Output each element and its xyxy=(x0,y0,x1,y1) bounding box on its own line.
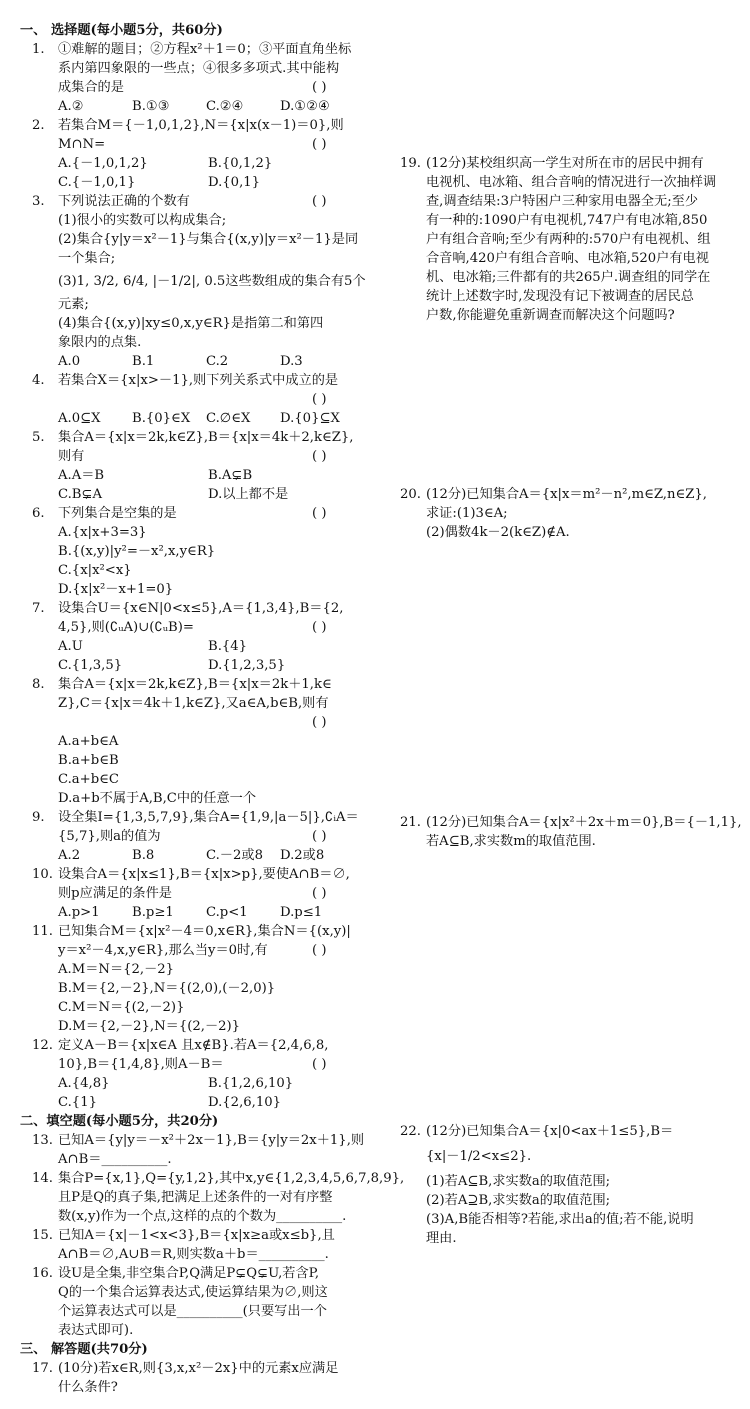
question-text-line: 元素; xyxy=(58,297,89,312)
answer-options xyxy=(58,154,358,173)
question-text-line: 10},B＝{1,4,8},则A－B＝ xyxy=(58,1057,224,1072)
answer-option: D.p≤1 xyxy=(280,905,323,920)
answer-options xyxy=(58,846,354,865)
question-text-line: y＝x²－4,x,y∈R},那么当y＝0时,有 xyxy=(58,943,268,958)
question-number: 11. xyxy=(32,924,53,939)
question-text-line: 理由. xyxy=(426,1231,457,1246)
question-text-line: 设U是全集,非空集合P,Q满足P⊊Q⊊U,若含P, xyxy=(58,1266,320,1281)
question-text-line: D.a+b不属于A,B,C中的任意一个 xyxy=(58,791,257,806)
answer-option: C.p<1 xyxy=(206,905,248,920)
answer-options xyxy=(58,173,358,192)
question-text-line: 求证:(1)3∈A; xyxy=(426,506,508,521)
answer-option: C.B⊊A xyxy=(58,487,103,502)
question-text-line: (4)集合{(x,y)|xy≤0,x,y∈R}是指第二和第四 xyxy=(58,316,324,331)
question-text-line: 集合A＝{x|x＝2k,k∈Z},B＝{x|x＝4k＋2,k∈Z}, xyxy=(58,430,354,445)
answer-option: B.①③ xyxy=(132,99,170,114)
answer-option: B.{1,2,6,10} xyxy=(208,1076,294,1091)
question-text-line: 集合P={x,1},Q={y,1,2},其中x,y∈{1,2,3,4,5,6,7,8,9}, xyxy=(58,1171,405,1186)
answer-options xyxy=(58,637,358,656)
answer-option: A.② xyxy=(58,99,84,114)
question-text-line: A.M＝N＝{2,－2} xyxy=(58,962,175,977)
question-text-line: A∩B＝__________. xyxy=(58,1152,172,1167)
answer-option: B.8 xyxy=(132,848,155,863)
question-text-line: 且P是Q的真子集,把满足上述条件的一对有序整 xyxy=(58,1190,333,1205)
answer-bracket: ( ) xyxy=(312,829,327,844)
section-heading: 二、填空题(每小题5分，共20分) xyxy=(20,1114,219,1129)
answer-option: C.②④ xyxy=(206,99,244,114)
question-number: 13. xyxy=(32,1133,53,1148)
answer-option: A.0 xyxy=(58,354,81,369)
answer-option: A.p>1 xyxy=(58,905,100,920)
question-number: 22. xyxy=(400,1124,421,1139)
answer-option: B.{0,1,2} xyxy=(208,156,273,171)
question-number: 3. xyxy=(32,194,45,209)
question-text-line: 统计上述数字时,发现没有记下被调查的居民总 xyxy=(426,289,694,304)
answer-bracket: ( ) xyxy=(312,80,327,95)
question-number: 21. xyxy=(400,815,421,830)
answer-option: B.1 xyxy=(132,354,155,369)
question-text-line: Q的一个集合运算表达式,使运算结果为∅,则这 xyxy=(58,1285,328,1300)
question-text-line: A.{x|x+3=3} xyxy=(58,525,147,540)
question-text-line: 下列集合是空集的是 xyxy=(58,506,177,521)
question-text-line: 集合A＝{x|x＝2k,k∈Z},B＝{x|x＝2k＋1,k∈ xyxy=(58,677,332,692)
question-text-line: 设集合A＝{x|x≤1},B＝{x|x>p},要使A∩B＝∅, xyxy=(58,867,350,882)
answer-bracket: ( ) xyxy=(312,943,327,958)
question-text-line: B.{(x,y)|y²=－x²,x,y∈R} xyxy=(58,544,216,559)
question-number: 1. xyxy=(32,42,45,57)
answer-option: C.{－1,0,1} xyxy=(58,175,136,190)
answer-option: C.∅∈X xyxy=(206,411,251,426)
question-number: 17. xyxy=(32,1361,53,1376)
answer-option: D.以上都不是 xyxy=(208,487,289,502)
question-number: 6. xyxy=(32,506,45,521)
answer-option: D.{0,1} xyxy=(208,175,261,190)
question-text-line: (10分)若x∈R,则{3,x,x²－2x}中的元素x应满足 xyxy=(58,1361,339,1376)
answer-option: C.{1,3,5} xyxy=(58,658,123,673)
question-text-line: M∩N= xyxy=(58,137,106,152)
question-text-line: 成集合的是 xyxy=(58,80,124,95)
answer-bracket: ( ) xyxy=(312,886,327,901)
question-text-line: D.{x|x²－x+1=0} xyxy=(58,582,174,597)
question-text-line: (1)若A⊆B,求实数a的取值范围; xyxy=(426,1174,611,1189)
answer-option: B.p≥1 xyxy=(132,905,174,920)
section-heading: 三、 解答题(共70分) xyxy=(20,1342,148,1357)
question-text-line: 查,调查结果:3户特困户三种家用电器全无;至少 xyxy=(426,194,699,209)
answer-option: D.{1,2,3,5} xyxy=(208,658,286,673)
question-text-line: C.M＝N＝{(2,－2)} xyxy=(58,1000,185,1015)
question-text-line: {x|－1/2<x≤2}. xyxy=(426,1149,532,1164)
question-text-line: 系内第四象限的一些点；④很多多项式.其中能构 xyxy=(58,61,340,76)
question-text-line: 定义A－B＝{x|x∈A 且x∉B}.若A＝{2,4,6,8, xyxy=(58,1038,329,1053)
answer-options xyxy=(58,409,354,428)
question-number: 15. xyxy=(32,1228,53,1243)
answer-bracket: ( ) xyxy=(312,506,327,521)
answer-option: B.{4} xyxy=(208,639,248,654)
answer-options xyxy=(58,1093,358,1112)
question-number: 16. xyxy=(32,1266,53,1281)
question-text-line: 则有 xyxy=(58,449,85,464)
question-text-line: (12分)某校组织高一学生对所在市的居民中拥有 xyxy=(426,156,704,171)
answer-options xyxy=(58,485,358,504)
question-text-line: 下列说法正确的个数有 xyxy=(58,194,190,209)
question-text-line: (12分)已知集合A＝{x|x＝m²－n²,m∈Z,n∈Z}, xyxy=(426,487,707,502)
question-text-line: A∩B＝∅,A∪B＝R,则实数a＋b＝__________. xyxy=(58,1247,329,1262)
question-text-line: 已知A＝{y|y＝－x²＋2x－1},B＝{y|y＝2x＋1},则 xyxy=(58,1133,365,1148)
answer-option: C.2 xyxy=(206,354,229,369)
question-text-line: 机、电冰箱;三件都有的共265户.调查组的同学在 xyxy=(426,270,711,285)
question-text-line: 数(x,y)作为一个点,这样的点的个数为__________. xyxy=(58,1209,347,1224)
answer-option: A.U xyxy=(58,639,83,654)
question-text-line: 4,5},则(∁ᵤA)∪(∁ᵤB)= xyxy=(58,620,194,635)
answer-bracket: ( ) xyxy=(312,620,327,635)
question-number: 19. xyxy=(400,156,421,171)
answer-option: B.{0}∈X xyxy=(132,411,191,426)
question-text-line: (2)集合{y|y＝x²－1}与集合{(x,y)|y＝x²－1}是同 xyxy=(58,232,359,247)
question-text-line: 表达式即可). xyxy=(58,1323,134,1338)
question-text-line: (2)若A⊇B,求实数a的取值范围; xyxy=(426,1193,611,1208)
answer-option: A.{－1,0,1,2} xyxy=(58,156,148,171)
question-text-line: 有一种的:1090户有电视机,747户有电冰箱,850 xyxy=(426,213,708,228)
question-text-line: (12分)已知集合A＝{x|0<ax＋1≤5},B＝ xyxy=(426,1124,674,1139)
question-number: 4. xyxy=(32,373,45,388)
question-text-line: 已知A＝{x|－1<x<3},B＝{x|x≥a或x≤b},且 xyxy=(58,1228,335,1243)
question-text-line: (12分)已知集合A＝{x|x²＋2x＋m＝0},B＝{－1,1}, xyxy=(426,815,742,830)
question-text-line: (3)1, 3/2, 6/4, |－1/2|, 0.5这些数组成的集合有5个 xyxy=(58,274,366,289)
answer-options xyxy=(58,656,358,675)
question-text-line: 象限内的点集. xyxy=(58,335,142,350)
answer-option: A.2 xyxy=(58,848,81,863)
answer-option: A.{4,8} xyxy=(58,1076,110,1091)
answer-bracket: ( ) xyxy=(312,1057,327,1072)
answer-options xyxy=(58,97,354,116)
question-text-line: 电视机、电冰箱、组合音响的情况进行一次抽样调 xyxy=(426,175,717,190)
question-text-line: 一个集合; xyxy=(58,251,116,266)
question-text-line: (3)A,B能否相等?若能,求出a的值;若不能,说明 xyxy=(426,1212,694,1227)
question-number: 2. xyxy=(32,118,45,133)
answer-option: D.{2,6,10} xyxy=(208,1095,282,1110)
question-number: 8. xyxy=(32,677,45,692)
question-text-line: A.a+b∈A xyxy=(58,734,119,749)
question-text-line: C.{x|x²<x} xyxy=(58,563,132,578)
question-text-line: D.M＝{2,－2},N＝{(2,－2)} xyxy=(58,1019,241,1034)
question-number: 5. xyxy=(32,430,45,445)
answer-option: C.{1} xyxy=(58,1095,97,1110)
question-text-line: 则p应满足的条件是 xyxy=(58,886,172,901)
answer-bracket: ( ) xyxy=(312,715,327,730)
answer-options xyxy=(58,352,354,371)
question-number: 10. xyxy=(32,867,53,882)
answer-bracket: ( ) xyxy=(312,194,327,209)
question-text-line: 户数,你能避免重新调查而解决这个问题吗? xyxy=(426,308,675,323)
question-text-line: 什么条件? xyxy=(58,1380,118,1395)
question-text-line: B.a+b∈B xyxy=(58,753,119,768)
question-text-line: 个运算表达式可以是__________(只要写出一个 xyxy=(58,1304,327,1319)
answer-option: D.①②④ xyxy=(280,99,330,114)
question-text-line: Z},C＝{x|x＝4k＋1,k∈Z},又a∈A,b∈B,则有 xyxy=(58,696,329,711)
section-heading: 一、 选择题(每小题5分，共60分) xyxy=(20,23,223,38)
answer-options xyxy=(58,466,358,485)
question-text-line: 合音响,420户有组合音响、电冰箱,520户有电视 xyxy=(426,251,709,266)
question-text-line: 若A⊆B,求实数m的取值范围. xyxy=(426,834,596,849)
question-text-line: C.a+b∈C xyxy=(58,772,120,787)
question-number: 7. xyxy=(32,601,45,616)
question-number: 12. xyxy=(32,1038,53,1053)
answer-option: C.－2或8 xyxy=(206,848,263,863)
question-text-line: {5,7},则a的值为 xyxy=(58,829,161,844)
answer-option: A.A＝B xyxy=(58,468,105,483)
question-text-line: B.M＝{2,－2},N＝{(2,0),(－2,0)} xyxy=(58,981,276,996)
answer-option: D.{0}⊆X xyxy=(280,411,340,426)
answer-bracket: ( ) xyxy=(312,449,327,464)
answer-option: D.2或8 xyxy=(280,848,325,863)
question-number: 20. xyxy=(400,487,421,502)
question-number: 14. xyxy=(32,1171,53,1186)
question-text-line: 已知集合M＝{x|x²－4＝0,x∈R},集合N＝{(x,y)| xyxy=(58,924,351,939)
question-text-line: 设全集I={1,3,5,7,9},集合A={1,9,|a－5|},∁ᵢA＝ xyxy=(58,810,359,825)
question-text-line: 设集合U＝{x∈N|0<x≤5},A＝{1,3,4},B＝{2, xyxy=(58,601,344,616)
answer-option: B.A⊊B xyxy=(208,468,253,483)
answer-bracket: ( ) xyxy=(312,137,327,152)
answer-options xyxy=(58,903,354,922)
answer-option: A.0⊆X xyxy=(58,411,101,426)
question-text-line: ①难解的题目；②方程x²＋1＝0；③平面直角坐标 xyxy=(58,42,352,57)
question-number: 9. xyxy=(32,810,45,825)
question-text-line: (1)很小的实数可以构成集合; xyxy=(58,213,227,228)
question-text-line: 若集合X＝{x|x>－1},则下列关系式中成立的是 xyxy=(58,373,339,388)
question-text-line: (2)偶数4k－2(k∈Z)∉A. xyxy=(426,525,570,540)
answer-options xyxy=(58,1074,358,1093)
question-text-line: 户有组合音响;至少有两种的:570户有电视机、组 xyxy=(426,232,711,247)
question-text-line: 若集合M＝{－1,0,1,2},N＝{x|x(x－1)＝0},则 xyxy=(58,118,344,133)
answer-bracket: ( ) xyxy=(312,392,327,407)
answer-option: D.3 xyxy=(280,354,303,369)
